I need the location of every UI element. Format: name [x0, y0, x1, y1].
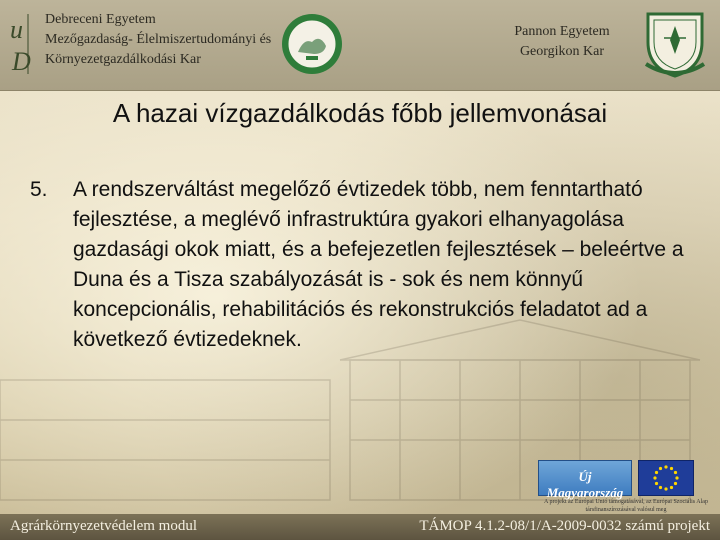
eu-flag-icon: [638, 460, 694, 496]
left-university-name: [45, 10, 285, 70]
slide-title: A hazai vízgazdálkodás főbb jellemvonásai: [112, 98, 608, 128]
footer-band: [0, 514, 720, 540]
list-item-number: 5.: [30, 178, 48, 201]
right-university-name: [497, 22, 627, 62]
uj-magyarorszag-logo-text: Új Magyarország: [546, 469, 624, 500]
university-seal-icon: [280, 12, 344, 76]
svg-text:D: D: [12, 47, 31, 76]
georgikon-crest-icon: [640, 8, 710, 80]
ud-logo-icon: [6, 8, 36, 80]
footer-module-name: Agrárkörnyezetvédelem modul: [10, 518, 198, 534]
left-university-line: Debreceni Egyetem: [45, 12, 156, 27]
header-band: [0, 0, 720, 91]
svg-text:u: u: [10, 15, 23, 44]
left-university-line: Mezőgazdaság- Élelmiszertudományi és: [45, 32, 272, 47]
left-university-line: Környezetgazdálkodási Kar: [45, 52, 201, 67]
funding-note: A projekt az Európai Unió támogatásával, az Európai Szociális Alap társfinanszírozásával valósul meg: [544, 499, 708, 513]
right-university-line: Georgikon Kar: [519, 44, 605, 59]
right-university-line: Pannon Egyetem: [514, 24, 610, 39]
list-item-text: A rendszerváltást megelőző évtizedek több, nem fenntartható fejlesztése, a meglévő infrastruktúra gyakori elhanyagolása gazdasági okok miatt, és a befejezetlen fejlesztések – beleértve a Duna és a Tisza szabályozását is - sok és nem könnyű koncepcionális, rehabilitációs és rekonstrukciós feladatot ad a következő évtizedeknek.: [73, 178, 684, 351]
uj-magyarorszag-logo: [538, 460, 632, 500]
footer-project-id: TÁMOP 4.1.2-08/1/A-2009-0032 számú projekt: [419, 518, 710, 534]
